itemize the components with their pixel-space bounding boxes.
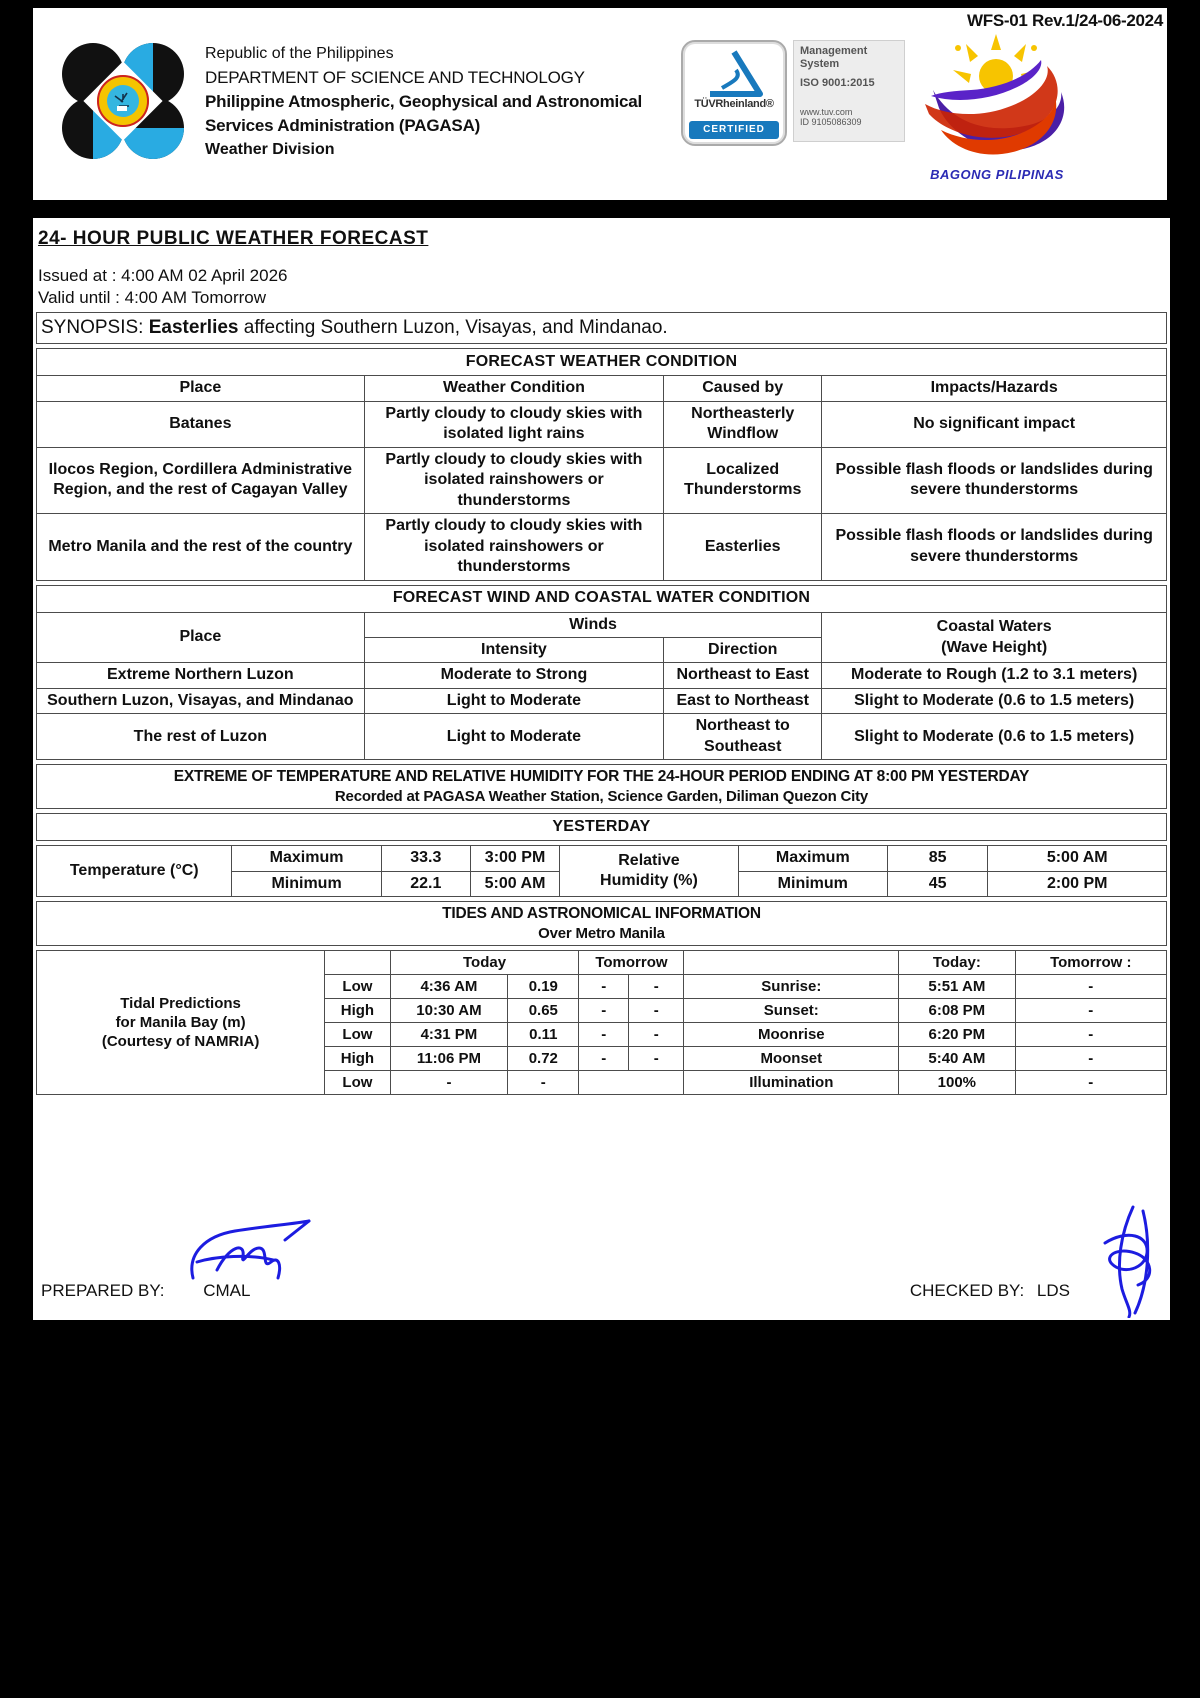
pagasa-dost-logo [53, 36, 193, 166]
weather-condition: Partly cloudy to cloudy skies with isolated light rains [364, 401, 663, 447]
weather-condition: Partly cloudy to cloudy skies with isolated rainshowers or thunderstorms [364, 514, 663, 580]
coastal-header-line-1: Coastal Waters [936, 618, 1052, 636]
synopsis-rest: affecting Southern Luzon, Visayas, and Mindanao. [238, 317, 668, 338]
form-code: WFS-01 Rev.1/24-06-2024 [967, 11, 1163, 30]
checked-by-line [910, 1281, 1070, 1301]
wind-header-coastal [822, 612, 1167, 663]
extremes-banner [36, 764, 1167, 809]
synopsis-weather-system: Easterlies [148, 317, 239, 338]
extremes-subtitle: Recorded at PAGASA Weather Station, Science Garden, Diliman Quezon City [334, 788, 869, 806]
wind-header-intensity: Intensity [364, 638, 663, 663]
tides-banner-cell [37, 902, 1167, 946]
weather-place: Batanes [37, 401, 365, 447]
weather-row [37, 401, 1167, 447]
prepared-by-label: PREPARED BY: [41, 1281, 165, 1300]
weather-caused-by: Localized Thunderstorms [664, 447, 822, 513]
weather-condition: Partly cloudy to cloudy skies with isolated rainshowers or thunderstorms [364, 447, 663, 513]
tide-type: Low [325, 975, 391, 999]
tide-type: High [325, 999, 391, 1023]
weather-caused-by: Easterlies [664, 514, 822, 580]
weather-condition-table [36, 348, 1167, 580]
wind-place: Extreme Northern Luzon [37, 663, 365, 688]
tide-tomorrow-height: - [629, 999, 684, 1023]
coastal-header-line-2: (Wave Height) [941, 638, 1048, 656]
wind-row [37, 714, 1167, 760]
iso-mgmt-line-1: Management [800, 45, 868, 57]
wind-coastal: Slight to Moderate (0.6 to 1.5 meters) [822, 688, 1167, 713]
wind-place: The rest of Luzon [37, 714, 365, 760]
wind-coastal-table [36, 585, 1167, 761]
humidity-label-line-1: Relative [618, 851, 680, 869]
tide-height: - [508, 1071, 579, 1095]
tide-type-header [325, 951, 391, 975]
astro-tomorrow-value: - [1015, 1023, 1166, 1047]
weather-impacts: Possible flash floods or landslides during severe thunderstorms [822, 514, 1167, 580]
rh-max-time: 5:00 AM [988, 846, 1167, 871]
agency-line-2: DEPARTMENT OF SCIENCE AND TECHNOLOGY [205, 68, 585, 87]
astro-tomorrow-value: - [1015, 1047, 1166, 1071]
tuv-triangle-icon [702, 48, 766, 100]
tides-subtitle: Over Metro Manila [538, 925, 665, 943]
tide-tomorrow-time: - [579, 1047, 629, 1071]
wind-direction: Northeast to East [664, 663, 822, 688]
tide-height: 0.11 [508, 1023, 579, 1047]
tide-time: 10:30 AM [390, 999, 508, 1023]
tide-type: Low [325, 1023, 391, 1047]
wind-intensity: Moderate to Strong [364, 663, 663, 688]
tide-tomorrow-height: - [629, 1047, 684, 1071]
astro-tomorrow-header: Tomorrow : [1015, 951, 1166, 975]
tidal-label-line-2: for Manila Bay (m) [115, 1014, 246, 1032]
astro-today-value: 5:51 AM [899, 975, 1015, 999]
agency-line-5: Weather Division [205, 141, 335, 158]
checked-by-label: CHECKED BY: [909, 1281, 1025, 1300]
tidal-label-line-3: (Courtesy of NAMRIA) [101, 1033, 260, 1051]
tide-tomorrow-time: - [579, 1023, 629, 1047]
tide-tomorrow-blank [579, 1071, 684, 1095]
extremes-cell [37, 765, 1167, 809]
astro-today-value: 5:40 AM [899, 1047, 1015, 1071]
temp-max-value: 33.3 [381, 846, 470, 871]
temperature-label: Temperature (°C) [37, 846, 232, 897]
rh-min-label: Minimum [738, 871, 887, 896]
bagong-pilipinas-logo [911, 32, 1081, 182]
wind-section-title: FORECAST WIND AND COASTAL WATER CONDITION [37, 585, 1167, 612]
astro-today-value: 6:20 PM [899, 1023, 1015, 1047]
forecast-body [33, 218, 1170, 1320]
bagong-pilipinas-icon [911, 32, 1081, 164]
weather-impacts: No significant impact [822, 401, 1167, 447]
humidity-label-line-2: Humidity (%) [600, 872, 698, 890]
wind-intensity: Light to Moderate [364, 714, 663, 760]
tides-astro-table [36, 950, 1167, 1095]
iso-standard-label: ISO 9001:2015 [800, 77, 875, 89]
weather-impacts: Possible flash floods or landslides during severe thunderstorms [822, 447, 1167, 513]
weather-place: Metro Manila and the rest of the country [37, 514, 365, 580]
temp-max-label: Maximum [232, 846, 381, 871]
tides-title: TIDES AND ASTRONOMICAL INFORMATION [442, 905, 761, 923]
wind-place: Southern Luzon, Visayas, and Mindanao [37, 688, 365, 713]
agency-line-1: Republic of the Philippines [205, 45, 394, 62]
tide-tomorrow-time: - [579, 975, 629, 999]
wind-direction: Northeast to Southeast [664, 714, 822, 760]
weather-row [37, 447, 1167, 513]
weather-row [37, 514, 1167, 580]
tidal-predictions-label [37, 951, 325, 1095]
yesterday-label: YESTERDAY [37, 814, 1167, 841]
wind-row [37, 688, 1167, 713]
prepared-by-initials: CMAL [203, 1281, 251, 1300]
tide-time: - [390, 1071, 508, 1095]
temp-min-time: 5:00 AM [470, 871, 559, 896]
weather-section-title: FORECAST WEATHER CONDITION [37, 349, 1167, 376]
tide-tomorrow-time: - [579, 999, 629, 1023]
checked-by-signature [1081, 1203, 1176, 1318]
weather-header-place: Place [37, 376, 365, 401]
rh-min-value: 45 [887, 871, 988, 896]
extremes-title: EXTREME OF TEMPERATURE AND RELATIVE HUMIDITY FOR THE 24-HOUR PERIOD ENDING AT 8:00 PM YESTERDAY [173, 768, 1030, 786]
prepared-by-signature [183, 1216, 333, 1296]
tide-height: 0.72 [508, 1047, 579, 1071]
temp-min-label: Minimum [232, 871, 381, 896]
wind-coastal: Slight to Moderate (0.6 to 1.5 meters) [822, 714, 1167, 760]
astro-label: Illumination [684, 1071, 899, 1095]
humidity-label [560, 846, 739, 897]
agency-line-3: Philippine Atmospheric, Geophysical and Astronomical [205, 92, 643, 111]
weather-header-caused: Caused by [664, 376, 822, 401]
wind-intensity: Light to Moderate [364, 688, 663, 713]
document-header [33, 8, 1167, 200]
tide-type: Low [325, 1071, 391, 1095]
temp-min-value: 22.1 [381, 871, 470, 896]
synopsis-cell [37, 313, 1167, 344]
temp-max-time: 3:00 PM [470, 846, 559, 871]
tuv-certified-label: CERTIFIED [689, 121, 779, 139]
astro-label: Moonset [684, 1047, 899, 1071]
astro-tomorrow-value: - [1015, 1071, 1166, 1095]
temperature-humidity-table [36, 845, 1167, 897]
iso-mgmt-line-2: System [800, 58, 840, 70]
astro-tomorrow-value: - [1015, 975, 1166, 999]
tide-height: 0.65 [508, 999, 579, 1023]
astro-label: Moonrise [684, 1023, 899, 1047]
valid-until-line: Valid until : 4:00 AM Tomorrow [38, 288, 267, 307]
yesterday-banner [36, 813, 1167, 841]
weather-caused-by: Northeasterly Windflow [664, 401, 822, 447]
tide-height: 0.19 [508, 975, 579, 999]
astro-label-header [684, 951, 899, 975]
tuv-certification-logo [681, 40, 787, 146]
astro-label: Sunrise: [684, 975, 899, 999]
tuv-website: www.tuv.com [800, 107, 853, 117]
wind-row [37, 663, 1167, 688]
rh-min-time: 2:00 PM [988, 871, 1167, 896]
agency-line-4: Services Administration (PAGASA) [205, 116, 481, 135]
astro-today-header: Today: [899, 951, 1015, 975]
wind-header-direction: Direction [664, 638, 822, 663]
wind-direction: East to Northeast [664, 688, 822, 713]
tide-time: 4:36 AM [390, 975, 508, 999]
tide-today-header: Today [390, 951, 579, 975]
rh-max-label: Maximum [738, 846, 887, 871]
tide-time: 11:06 PM [390, 1047, 508, 1071]
astro-tomorrow-value: - [1015, 999, 1166, 1023]
iso-panel [793, 40, 905, 142]
astro-today-value: 6:08 PM [899, 999, 1015, 1023]
tides-banner [36, 901, 1167, 946]
synopsis-label: SYNOPSIS: [41, 317, 149, 338]
astro-label: Sunset: [684, 999, 899, 1023]
tide-tomorrow-height: - [629, 975, 684, 999]
wind-header-winds: Winds [364, 612, 822, 637]
wind-header-place: Place [37, 612, 365, 663]
astro-today-value: 100% [899, 1071, 1015, 1095]
synopsis-table [36, 312, 1167, 344]
rh-max-value: 85 [887, 846, 988, 871]
weather-header-impacts: Impacts/Hazards [822, 376, 1167, 401]
weather-header-condition: Weather Condition [364, 376, 663, 401]
tide-type: High [325, 1047, 391, 1071]
tuv-brand-label: TÜVRheinland® [694, 98, 774, 110]
tide-tomorrow-height: - [629, 1023, 684, 1047]
bagong-pilipinas-label: BAGONG PILIPINAS [930, 167, 1064, 182]
tide-time: 4:31 PM [390, 1023, 508, 1047]
weather-place: Ilocos Region, Cordillera Administrative Region, and the rest of Cagayan Valley [37, 447, 365, 513]
tuv-cert-id: ID 9105086309 [800, 117, 862, 127]
agency-name-block [205, 42, 642, 162]
issued-at-line: Issued at : 4:00 AM 02 April 2026 [38, 266, 288, 285]
checked-by-initials: LDS [1036, 1281, 1070, 1300]
tide-tomorrow-header: Tomorrow [579, 951, 684, 975]
wind-coastal: Moderate to Rough (1.2 to 3.1 meters) [822, 663, 1167, 688]
document-title: 24- HOUR PUBLIC WEATHER FORECAST [38, 228, 429, 249]
tidal-label-line-1: Tidal Predictions [120, 995, 241, 1013]
